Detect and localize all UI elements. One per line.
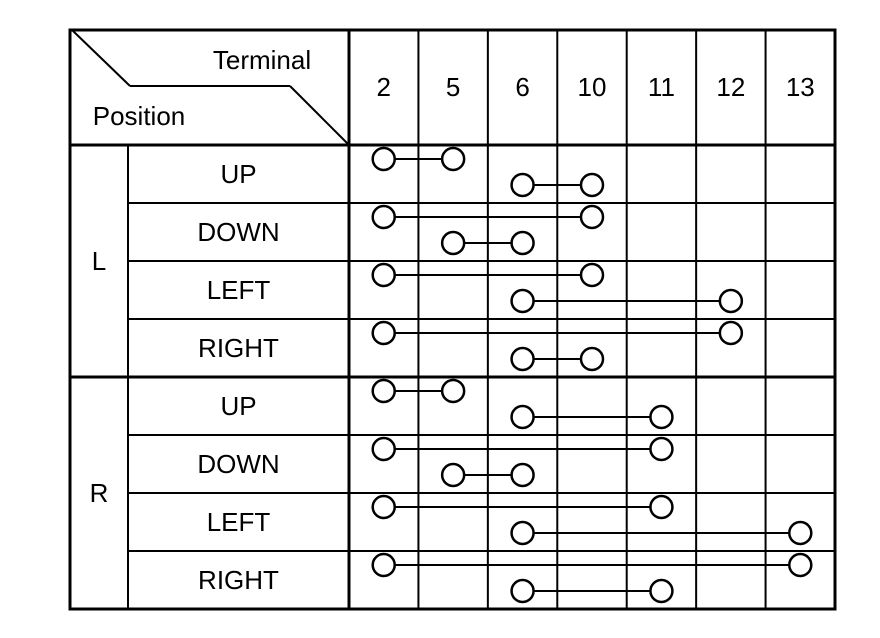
position-label-l-left: LEFT [206, 275, 271, 305]
terminal-node-5 [442, 148, 464, 170]
terminal-node-10 [581, 174, 603, 196]
connections-layer [373, 148, 812, 602]
position-label-r-left: LEFT [206, 507, 271, 537]
group-label-l: L [91, 246, 107, 276]
terminal-node-5 [442, 380, 464, 402]
terminal-node-2 [373, 322, 395, 344]
terminal-node-2 [373, 206, 395, 228]
terminal-header-row [376, 72, 814, 102]
terminal-node-6 [512, 464, 534, 486]
terminal-node-6 [512, 406, 534, 428]
terminal-node-12 [720, 290, 742, 312]
connection-6-11 [512, 580, 673, 602]
terminal-node-11 [650, 580, 672, 602]
terminal-node-5 [442, 232, 464, 254]
position-header-label: Position [92, 101, 186, 131]
terminal-node-11 [650, 496, 672, 518]
terminal-node-13 [789, 554, 811, 576]
terminal-header-2: 2 [376, 72, 391, 102]
terminal-node-12 [720, 322, 742, 344]
terminal-node-2 [373, 554, 395, 576]
terminal-node-6 [512, 232, 534, 254]
terminal-node-2 [373, 496, 395, 518]
terminal-node-2 [373, 148, 395, 170]
header-diagonal-line [290, 86, 348, 144]
terminal-node-2 [373, 380, 395, 402]
terminal-header-label: Terminal [212, 45, 312, 75]
terminal-node-2 [373, 438, 395, 460]
position-label-l-right: RIGHT [198, 333, 279, 363]
connection-2-13 [373, 554, 812, 576]
terminal-header-11: 11 [647, 72, 675, 102]
position-label-r-down: DOWN [197, 449, 280, 479]
terminal-node-2 [373, 264, 395, 286]
terminal-header-5: 5 [445, 72, 461, 102]
position-label-l-down: DOWN [197, 217, 280, 247]
terminal-node-10 [581, 264, 603, 286]
terminal-node-11 [650, 406, 672, 428]
position-label-r-up: UP [220, 391, 257, 421]
position-label-r-right: RIGHT [198, 565, 279, 595]
group-label-r: R [89, 478, 109, 508]
terminal-node-6 [512, 290, 534, 312]
header-diagonal-line [72, 30, 130, 86]
connection-6-11 [512, 406, 673, 428]
terminal-node-10 [581, 206, 603, 228]
terminal-header-6: 6 [515, 72, 530, 102]
terminal-node-6 [512, 348, 534, 370]
terminal-node-6 [512, 174, 534, 196]
terminal-node-11 [650, 438, 672, 460]
terminal-node-13 [789, 522, 811, 544]
terminal-header-10: 10 [577, 72, 607, 102]
terminal-node-6 [512, 580, 534, 602]
terminal-header-12: 12 [716, 72, 746, 102]
terminal-node-10 [581, 348, 603, 370]
terminal-node-6 [512, 522, 534, 544]
terminal-header-13: 13 [785, 72, 815, 102]
position-label-l-up: UP [220, 159, 257, 189]
terminal-node-5 [442, 464, 464, 486]
